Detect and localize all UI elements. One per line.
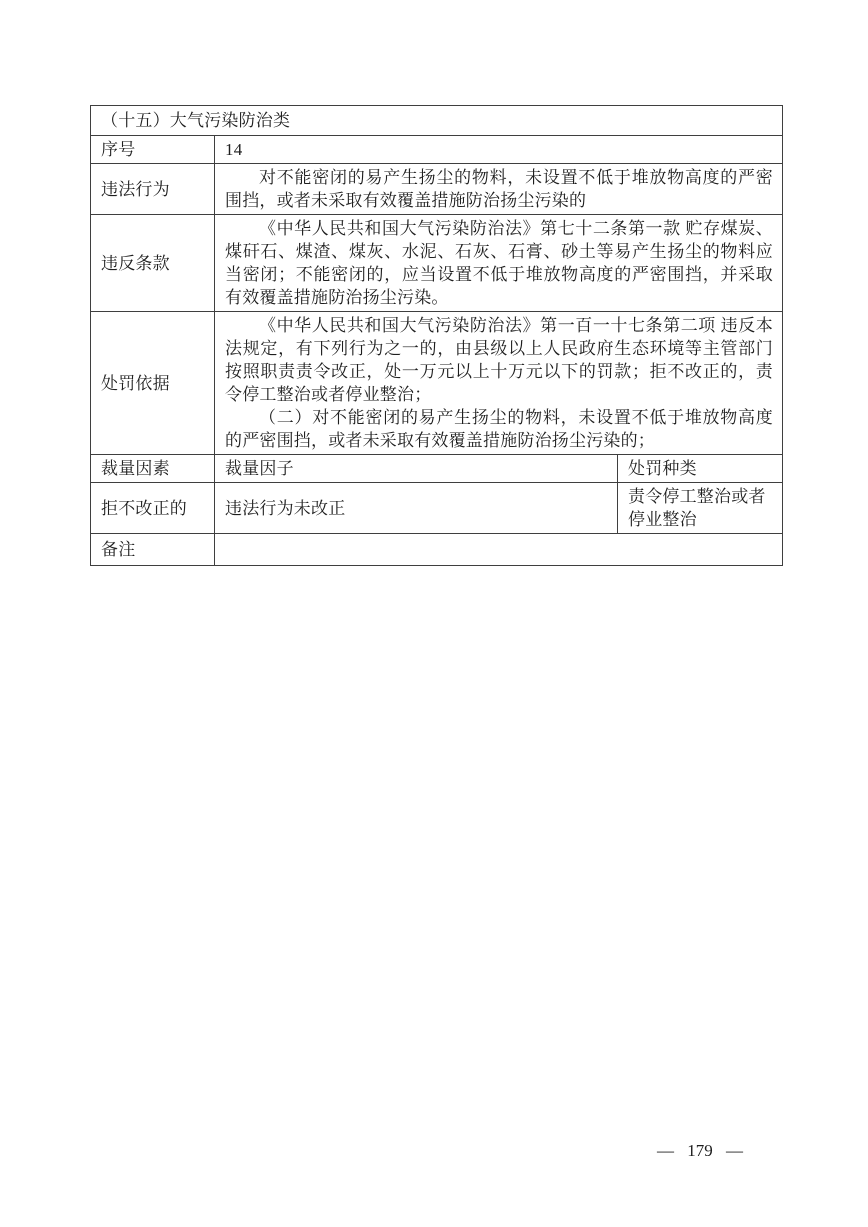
serial-number-value: 14 bbox=[215, 136, 783, 164]
discretion-factor-value: 违法行为未改正 bbox=[215, 483, 618, 534]
table-row-illegal-act bbox=[91, 164, 783, 215]
discretion-factor-category-label: 裁量因素 bbox=[91, 455, 215, 483]
penalty-basis-content bbox=[215, 312, 783, 455]
penalty-type-header: 处罚种类 bbox=[618, 455, 783, 483]
table-row-violated-clause bbox=[91, 215, 783, 312]
table-row-section-title bbox=[91, 106, 783, 136]
section-title: （十五）大气污染防治类 bbox=[91, 106, 783, 136]
violated-clause-content bbox=[215, 215, 783, 312]
penalty-basis-paragraph-1: 《中华人民共和国大气污染防治法》第一百一十七条第二项 违反本法规定，有下列行为之一的，由县级以上人民政府生态环境等主管部门按照职责责令改正，处一万元以上十万元以下的罚款；拒不改正的，责令停工整治或者停业整治； bbox=[225, 316, 773, 404]
violated-clause-paragraph: 《中华人民共和国大气污染防治法》第七十二条第一款 贮存煤炭、煤矸石、煤渣、煤灰、水泥、石灰、石膏、砂土等易产生扬尘的物料应当密闭；不能密闭的，应当设置不低于堆放物高度的严密围挡，并采取有效覆盖措施防治扬尘污染。 bbox=[225, 219, 773, 307]
table-row-penalty-basis bbox=[91, 312, 783, 455]
violated-clause-label: 违反条款 bbox=[91, 215, 215, 312]
penalty-basis-label: 处罚依据 bbox=[91, 312, 215, 455]
remarks-value bbox=[215, 534, 783, 566]
penalty-basis-paragraph-2: （二）对不能密闭的易产生扬尘的物料，未设置不低于堆放物高度的严密围挡，或者未采取有效覆盖措施防治扬尘污染的； bbox=[225, 408, 773, 450]
footer-page-number: — 179 — bbox=[657, 1141, 743, 1160]
table-row-discretion-header bbox=[91, 455, 783, 483]
illegal-act-content bbox=[215, 164, 783, 215]
discretion-condition-label: 拒不改正的 bbox=[91, 483, 215, 534]
air-pollution-penalty-table bbox=[90, 105, 783, 566]
table-row-serial-number bbox=[91, 136, 783, 164]
table-row-discretion-entry bbox=[91, 483, 783, 534]
penalty-type-value: 责令停工整治或者停业整治 bbox=[618, 483, 783, 534]
table-row-remarks bbox=[91, 534, 783, 566]
discretion-factor-header: 裁量因子 bbox=[215, 455, 618, 483]
illegal-act-label: 违法行为 bbox=[91, 164, 215, 215]
illegal-act-paragraph: 对不能密闭的易产生扬尘的物料，未设置不低于堆放物高度的严密围挡，或者未采取有效覆盖措施防治扬尘污染的 bbox=[225, 168, 773, 210]
serial-number-label: 序号 bbox=[91, 136, 215, 164]
remarks-label: 备注 bbox=[91, 534, 215, 566]
